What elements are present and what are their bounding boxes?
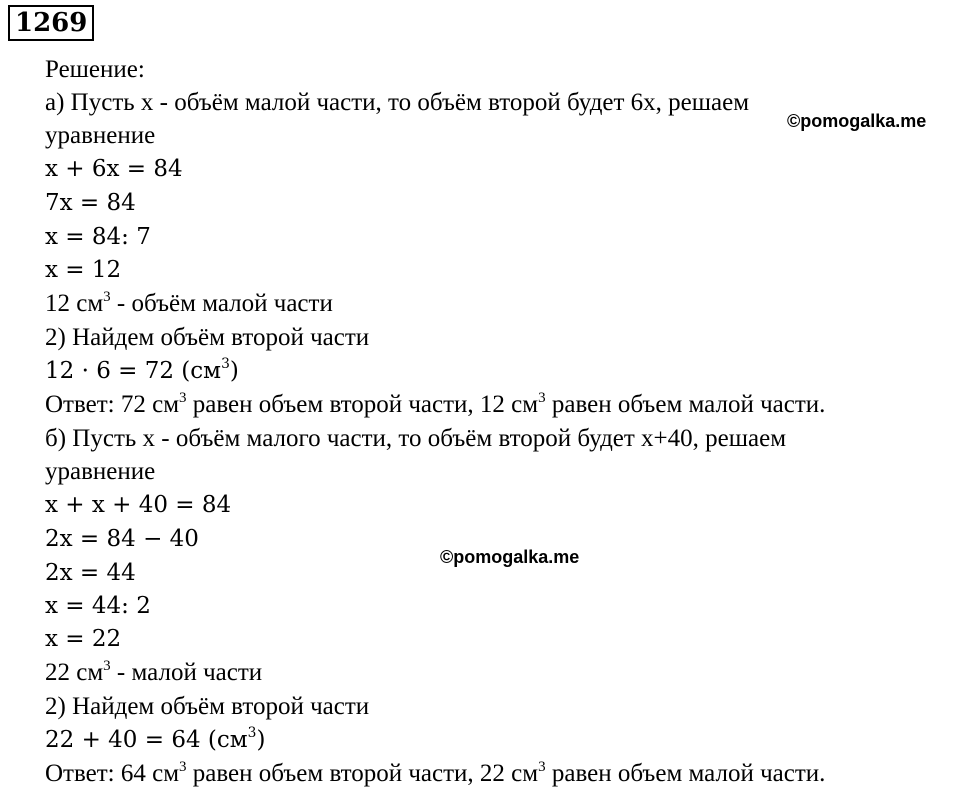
solution-heading: Решение: [45,56,145,83]
part-b-intro: б) Пусть х - объём малого части, то объём второй будет х+40, решаем [45,425,787,452]
small-part-volume: 22 $см^3$ - малой части [45,658,263,686]
part-a-intro: а) Пусть х - объём малой части, то объём второй будет 6х, решаем [45,89,750,116]
answer-b: Ответ: 64 $см^3$ равен объем второй части, 22 $см^3$ равен объем малой части. [45,759,826,787]
problem-number: 1269 [8,5,94,41]
equation-line: x + 6x = 84 [45,156,183,182]
equation-line: x = 22 [45,626,122,652]
equation-line: x = 84: 7 [45,224,151,250]
equation-line: x + x + 40 = 84 [45,492,232,518]
equation-line: x = 44: 2 [45,593,151,619]
equation-line: 7x = 84 [45,190,136,216]
equation-line: x = 12 [45,257,122,283]
answer-a: Ответ: 72 $см^3$ равен объем второй части, 12 $см^3$ равен объем малой части. [45,390,826,418]
equation-line: 2x = 84 − 40 [45,526,199,552]
equation-line: 2x = 44 [45,560,136,586]
part-b-intro-cont: уравнение [45,458,156,485]
calculation-line: 22 + 40 = 64 $(см^3)$ [45,725,266,753]
small-part-volume: 12 $см^3$ - объём малой части [45,289,333,317]
calculation-line: 12 · 6 = 72 $(см^3)$ [45,356,239,384]
watermark-top: ©pomogalka.me [787,111,927,131]
watermark-middle: ©pomogalka.me [440,547,580,567]
step-heading: 2) Найдем объём второй части [45,693,370,720]
part-a-intro-cont: уравнение [45,122,156,149]
step-heading: 2) Найдем объём второй части [45,324,370,351]
